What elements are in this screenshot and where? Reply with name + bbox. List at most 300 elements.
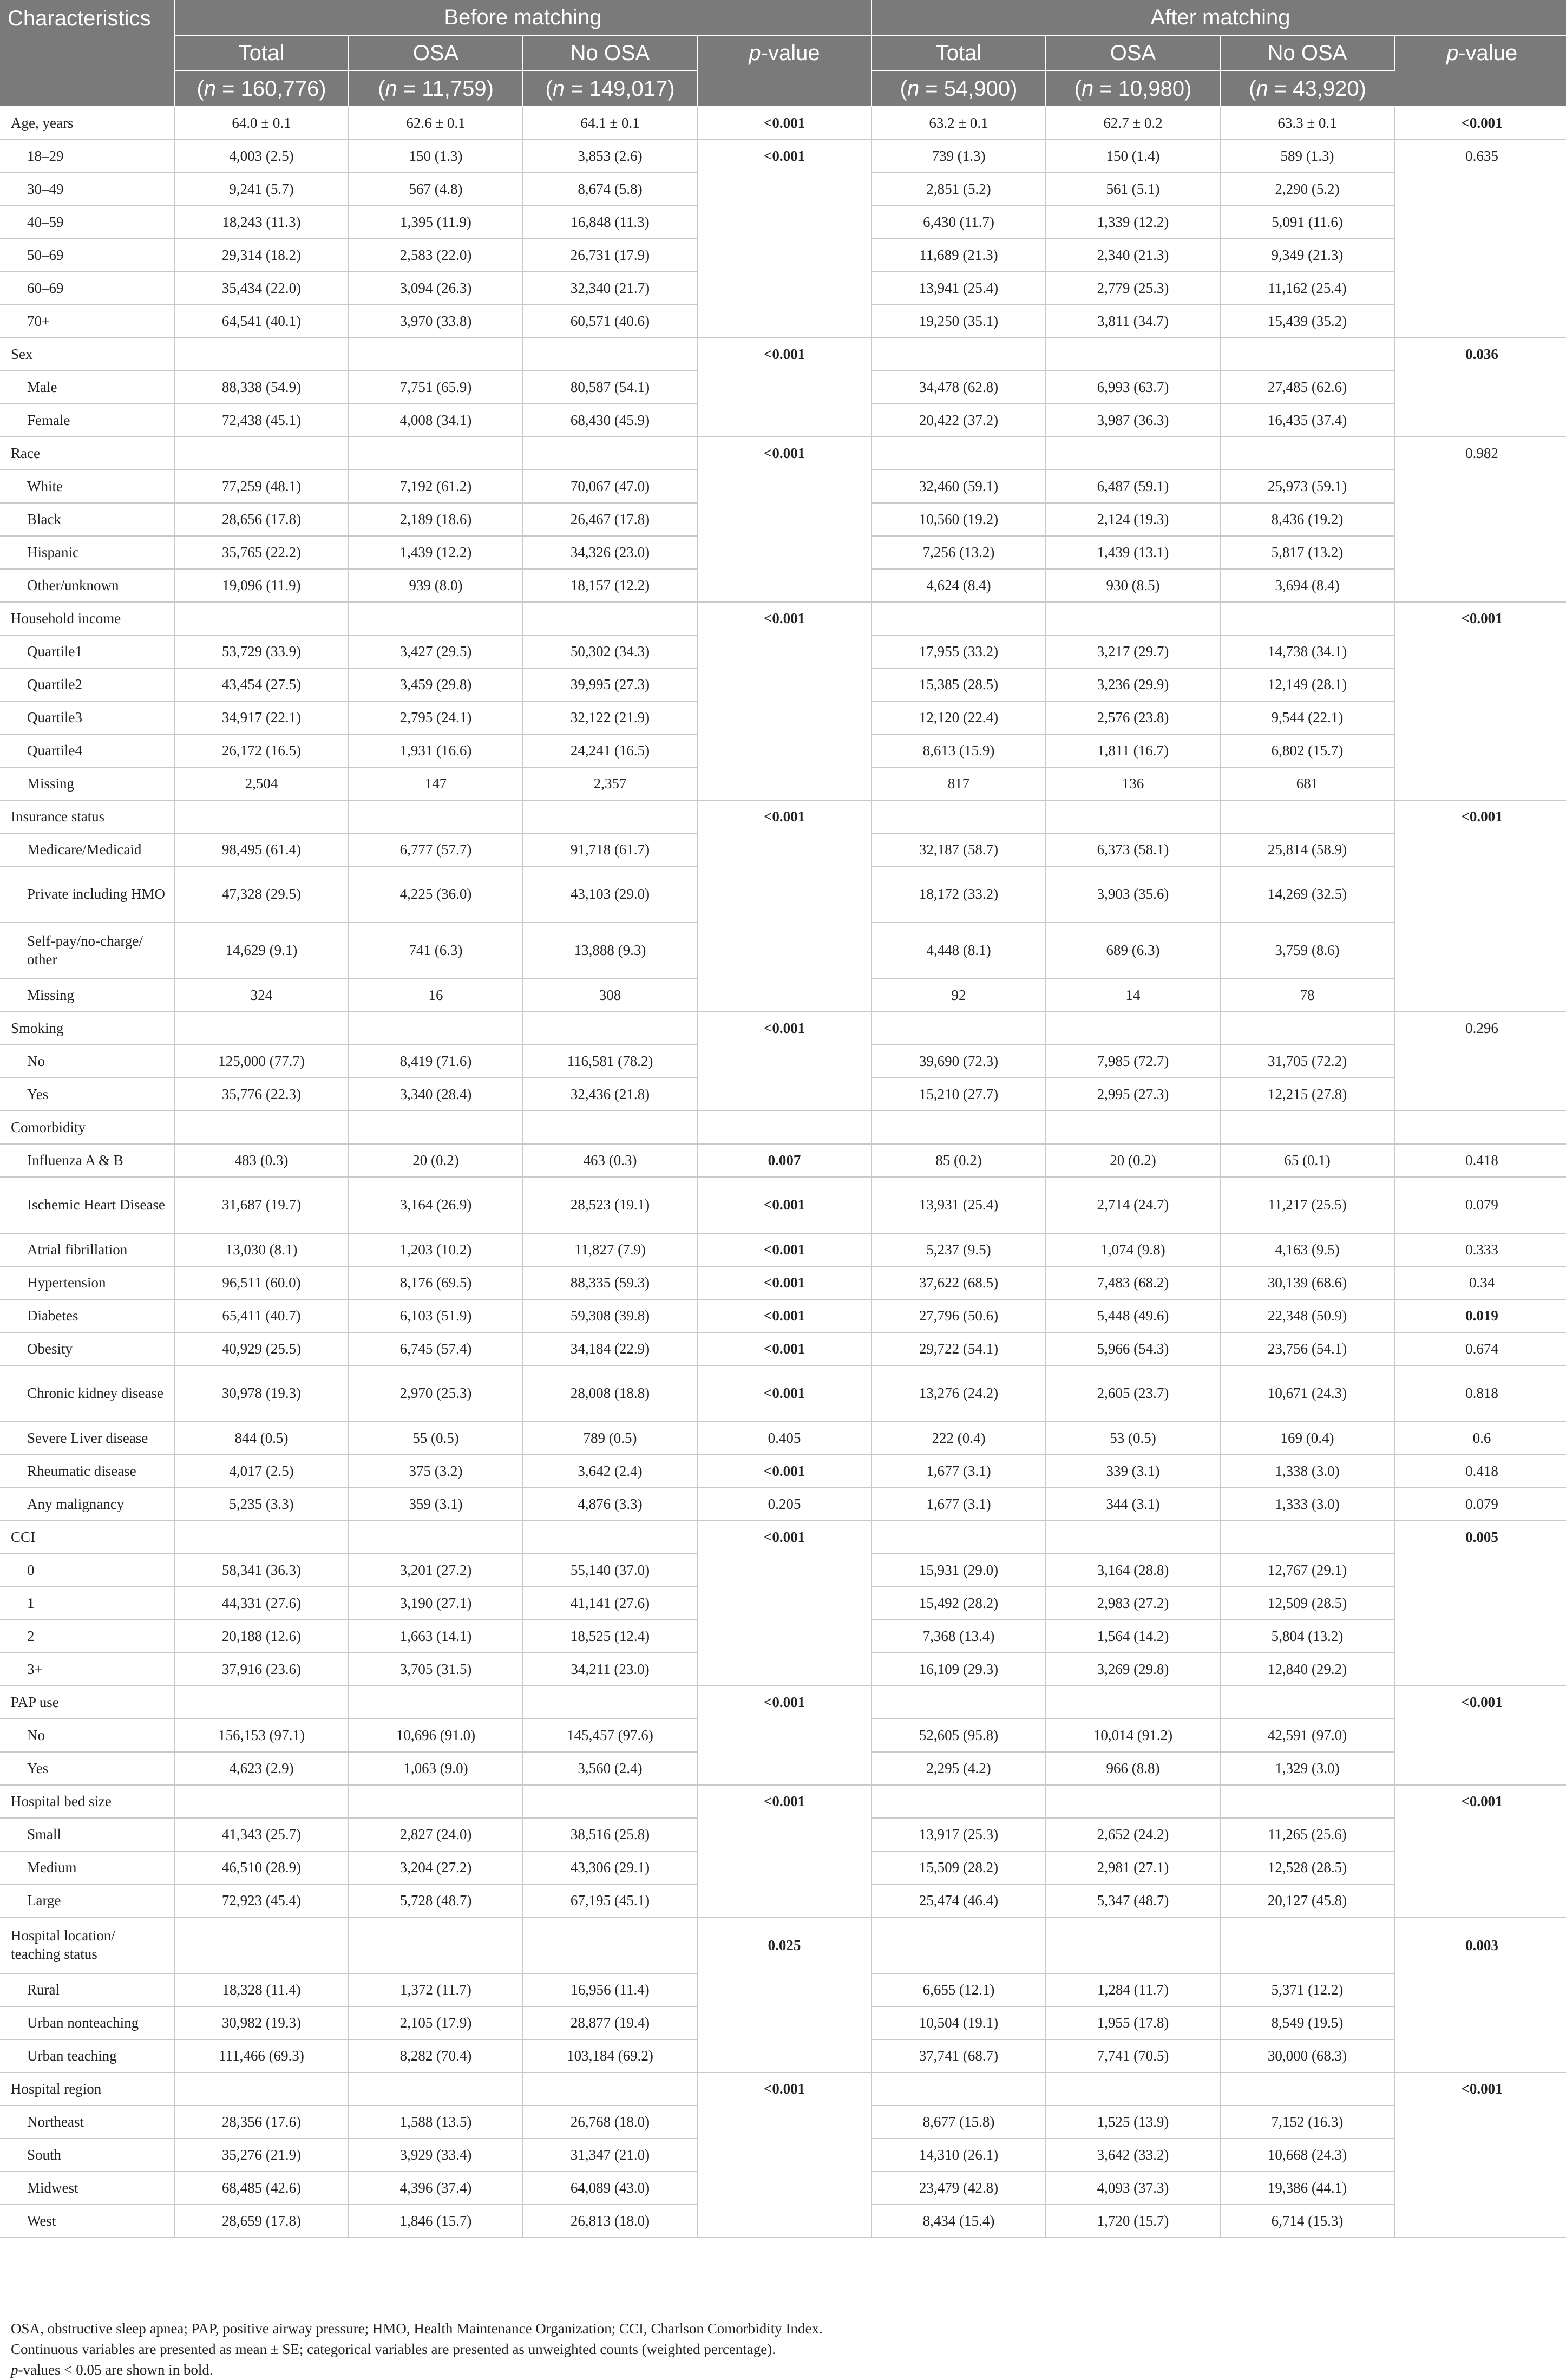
value-cell: 10,560 (19.2)	[872, 503, 1046, 536]
value-cell	[523, 2072, 697, 2106]
value-cell: 6,714 (15.3)	[1220, 2205, 1394, 2238]
table-row	[0, 1177, 1566, 1233]
table-row	[0, 2172, 1566, 2205]
header-n-after-no-osa: (n = 43,920)	[1220, 71, 1394, 107]
value-cell: 150 (1.4)	[1046, 140, 1220, 173]
p-value-cell	[697, 1045, 872, 1078]
value-cell: 3,204 (27.2)	[349, 1851, 523, 1884]
value-cell: 6,430 (11.7)	[872, 206, 1046, 239]
p-value-cell: <0.001	[1461, 610, 1503, 627]
p-value-cell	[697, 2106, 872, 2139]
row-label: Sex	[0, 338, 174, 371]
header-after-osa: OSA	[1046, 35, 1220, 71]
p-value-cell: <0.001	[697, 437, 872, 470]
value-cell	[523, 602, 697, 635]
row-label: West	[0, 2205, 174, 2238]
value-cell: 116,581 (78.2)	[523, 1045, 697, 1078]
value-cell: 7,368 (13.4)	[872, 1620, 1046, 1653]
value-cell: 561 (5.1)	[1046, 173, 1220, 206]
p-value-cell: 0.418	[1394, 1144, 1566, 1177]
value-cell: 463 (0.3)	[523, 1144, 697, 1177]
value-cell: 136	[1046, 767, 1220, 800]
row-label: Influenza A & B	[0, 1144, 174, 1177]
value-cell: 43,103 (29.0)	[523, 866, 697, 923]
value-cell: 20,188 (12.6)	[174, 1620, 349, 1653]
value-cell: 31,347 (21.0)	[523, 2139, 697, 2172]
value-cell: 4,225 (36.0)	[349, 866, 523, 923]
value-cell: 9,349 (21.3)	[1220, 239, 1394, 272]
row-label: No	[0, 1045, 174, 1078]
value-cell	[523, 1686, 697, 1719]
p-value-cell	[697, 635, 872, 668]
p-value-cell	[1394, 569, 1566, 602]
p-value-cell	[697, 371, 872, 404]
value-cell: 29,722 (54.1)	[872, 1332, 1046, 1365]
value-cell: 10,696 (91.0)	[349, 1719, 523, 1752]
value-cell	[349, 1785, 523, 1818]
value-cell: 23,479 (42.8)	[872, 2172, 1046, 2205]
value-cell: 1,329 (3.0)	[1220, 1752, 1394, 1785]
value-cell: 46,510 (28.9)	[174, 1851, 349, 1884]
value-cell: 375 (3.2)	[349, 1455, 523, 1488]
p-value-cell: 0.333	[1394, 1233, 1566, 1266]
table-row	[0, 1144, 1566, 1177]
p-value-cell	[697, 470, 872, 503]
p-value-cell	[697, 569, 872, 602]
table-row	[0, 140, 1566, 173]
value-cell: 681	[1220, 767, 1394, 800]
p-value-cell: 0.635	[1465, 148, 1498, 165]
row-label: Household income	[0, 602, 174, 635]
value-cell: 15,931 (29.0)	[872, 1554, 1046, 1587]
value-cell	[174, 800, 349, 833]
value-cell	[349, 1012, 523, 1045]
value-cell: 2,340 (21.3)	[1046, 239, 1220, 272]
p-value-cell	[697, 2205, 872, 2238]
value-cell: 5,728 (48.7)	[349, 1884, 523, 1917]
value-cell: 41,141 (27.6)	[523, 1587, 697, 1620]
p-value-cell	[1394, 1719, 1566, 1752]
row-label: Male	[0, 371, 174, 404]
row-label: Private including HMO	[0, 866, 174, 923]
header-n-after-total: (n = 54,900)	[872, 71, 1046, 107]
value-cell: 63.2 ± 0.1	[872, 107, 1046, 140]
value-cell: 70,067 (47.0)	[523, 470, 697, 503]
value-cell: 1,846 (15.7)	[349, 2205, 523, 2238]
value-cell	[872, 1111, 1046, 1144]
value-cell: 85 (0.2)	[872, 1144, 1046, 1177]
row-label: Self-pay/no-charge/ other	[0, 923, 174, 979]
value-cell: 4,017 (2.5)	[174, 1455, 349, 1488]
value-cell: 26,172 (16.5)	[174, 734, 349, 767]
value-cell: 8,549 (19.5)	[1220, 2006, 1394, 2039]
value-cell: 1,564 (14.2)	[1046, 1620, 1220, 1653]
value-cell: 1,931 (16.6)	[349, 734, 523, 767]
value-cell: 34,184 (22.9)	[523, 1332, 697, 1365]
value-cell	[349, 437, 523, 470]
value-cell	[872, 2072, 1046, 2106]
row-label: Obesity	[0, 1332, 174, 1365]
table-row	[0, 1078, 1566, 1111]
value-cell: 42,591 (97.0)	[1220, 1719, 1394, 1752]
value-cell: 308	[523, 979, 697, 1012]
table-row	[0, 536, 1566, 569]
table-header	[0, 0, 1566, 107]
p-value-cell: <0.001	[1394, 107, 1566, 140]
value-cell: 3,560 (2.4)	[523, 1752, 697, 1785]
value-cell	[349, 2072, 523, 2106]
value-cell: 8,434 (15.4)	[872, 2205, 1046, 2238]
table-row	[0, 923, 1566, 979]
value-cell: 16,109 (29.3)	[872, 1653, 1046, 1686]
p-value-cell: <0.001	[697, 800, 872, 833]
header-after-no-osa: No OSA	[1220, 35, 1394, 71]
value-cell: 30,000 (68.3)	[1220, 2039, 1394, 2072]
p-value-cell	[1394, 979, 1566, 1012]
value-cell: 31,687 (19.7)	[174, 1177, 349, 1233]
p-value-cell: 0.005	[1465, 1529, 1498, 1546]
p-value-cell: 0.079	[1394, 1177, 1566, 1233]
value-cell	[872, 1785, 1046, 1818]
row-label: Ischemic Heart Disease	[0, 1177, 174, 1233]
row-label: Hypertension	[0, 1266, 174, 1299]
value-cell: 4,163 (9.5)	[1220, 1233, 1394, 1266]
value-cell: 3,694 (8.4)	[1220, 569, 1394, 602]
value-cell: 14,310 (26.1)	[872, 2139, 1046, 2172]
value-cell: 8,674 (5.8)	[523, 173, 697, 206]
value-cell: 31,705 (72.2)	[1220, 1045, 1394, 1078]
value-cell: 30,978 (19.3)	[174, 1365, 349, 1422]
value-cell: 12,120 (22.4)	[872, 701, 1046, 734]
p-value-cell: 0.674	[1394, 1332, 1566, 1365]
value-cell: 1,372 (11.7)	[349, 1973, 523, 2006]
p-value-cell: <0.001	[697, 1521, 872, 1554]
value-cell: 18,243 (11.3)	[174, 206, 349, 239]
table-row	[0, 272, 1566, 305]
value-cell	[1220, 1785, 1394, 1818]
p-value-cell	[697, 536, 872, 569]
header-n-before-no-osa: (n = 149,017)	[523, 71, 697, 107]
value-cell: 12,509 (28.5)	[1220, 1587, 1394, 1620]
value-cell: 38,516 (25.8)	[523, 1818, 697, 1851]
value-cell: 4,093 (37.3)	[1046, 2172, 1220, 2205]
p-value-cell	[697, 767, 872, 800]
value-cell: 88,335 (59.3)	[523, 1266, 697, 1299]
row-label: Black	[0, 503, 174, 536]
value-cell: 1,395 (11.9)	[349, 206, 523, 239]
value-cell	[349, 338, 523, 371]
p-value-cell: <0.001	[1461, 808, 1503, 825]
value-cell: 169 (0.4)	[1220, 1422, 1394, 1455]
value-cell: 2,714 (24.7)	[1046, 1177, 1220, 1233]
value-cell: 1,677 (3.1)	[872, 1488, 1046, 1521]
table-row	[0, 173, 1566, 206]
value-cell: 2,652 (24.2)	[1046, 1818, 1220, 1851]
value-cell	[1220, 1111, 1394, 1144]
p-value-cell: <0.001	[697, 1785, 872, 1818]
p-value-cell: <0.001	[697, 1365, 872, 1422]
header-after-total: Total	[872, 35, 1046, 71]
row-label: Missing	[0, 979, 174, 1012]
table-row	[0, 635, 1566, 668]
value-cell: 60,571 (40.6)	[523, 305, 697, 338]
value-cell: 12,840 (29.2)	[1220, 1653, 1394, 1686]
value-cell: 64,089 (43.0)	[523, 2172, 697, 2205]
value-cell: 63.3 ± 0.1	[1220, 107, 1394, 140]
value-cell: 6,487 (59.1)	[1046, 470, 1220, 503]
value-cell: 92	[872, 979, 1046, 1012]
value-cell: 4,448 (8.1)	[872, 923, 1046, 979]
value-cell: 3,217 (29.7)	[1046, 635, 1220, 668]
p-value-cell	[697, 866, 872, 923]
table-row	[0, 569, 1566, 602]
value-cell: 6,655 (12.1)	[872, 1973, 1046, 2006]
value-cell: 1,063 (9.0)	[349, 1752, 523, 1785]
table-row	[0, 979, 1566, 1012]
value-cell: 26,813 (18.0)	[523, 2205, 697, 2238]
table-row	[0, 1752, 1566, 1785]
value-cell	[1220, 437, 1394, 470]
value-cell: 3,642 (2.4)	[523, 1455, 697, 1488]
p-value-cell: 0.019	[1394, 1299, 1566, 1332]
value-cell: 96,511 (60.0)	[174, 1266, 349, 1299]
value-cell: 23,756 (54.1)	[1220, 1332, 1394, 1365]
p-value-cell	[697, 272, 872, 305]
value-cell: 12,528 (28.5)	[1220, 1851, 1394, 1884]
p-value-cell	[697, 923, 872, 979]
value-cell: 16	[349, 979, 523, 1012]
p-value-cell: 0.6	[1394, 1422, 1566, 1455]
value-cell: 844 (0.5)	[174, 1422, 349, 1455]
value-cell: 16,435 (37.4)	[1220, 404, 1394, 437]
header-characteristics: Characteristics	[0, 0, 174, 107]
value-cell: 15,439 (35.2)	[1220, 305, 1394, 338]
value-cell: 5,347 (48.7)	[1046, 1884, 1220, 1917]
value-cell	[872, 338, 1046, 371]
p-value-cell: 0.036	[1465, 346, 1498, 363]
value-cell: 2,779 (25.3)	[1046, 272, 1220, 305]
value-cell	[523, 1111, 697, 1144]
row-label: 2	[0, 1620, 174, 1653]
p-value-cell: 0.982	[1465, 445, 1498, 462]
value-cell	[1220, 1917, 1394, 1973]
value-cell: 1,720 (15.7)	[1046, 2205, 1220, 2238]
value-cell: 12,149 (28.1)	[1220, 668, 1394, 701]
row-label: Chronic kidney disease	[0, 1365, 174, 1422]
value-cell: 111,466 (69.3)	[174, 2039, 349, 2072]
row-label: Atrial fibrillation	[0, 1233, 174, 1266]
p-value-cell: 0.079	[1394, 1488, 1566, 1521]
value-cell: 8,419 (71.6)	[349, 1045, 523, 1078]
row-label: 50–69	[0, 239, 174, 272]
row-label: Race	[0, 437, 174, 470]
value-cell: 32,187 (58.7)	[872, 833, 1046, 866]
table-group-row	[0, 1521, 1566, 1554]
value-cell: 4,624 (8.4)	[872, 569, 1046, 602]
value-cell	[872, 1521, 1046, 1554]
value-cell: 13,888 (9.3)	[523, 923, 697, 979]
value-cell: 567 (4.8)	[349, 173, 523, 206]
value-cell	[872, 1917, 1046, 1973]
row-label: 60–69	[0, 272, 174, 305]
value-cell: 28,523 (19.1)	[523, 1177, 697, 1233]
p-value-cell	[1394, 1884, 1566, 1917]
value-cell: 2,124 (19.3)	[1046, 503, 1220, 536]
row-label: Large	[0, 1884, 174, 1917]
value-cell: 6,103 (51.9)	[349, 1299, 523, 1332]
value-cell: 1,811 (16.7)	[1046, 734, 1220, 767]
p-value-cell: 0.296	[1465, 1020, 1498, 1037]
value-cell: 5,448 (49.6)	[1046, 1299, 1220, 1332]
p-value-cell: <0.001	[697, 107, 872, 140]
value-cell	[523, 800, 697, 833]
value-cell: 58,341 (36.3)	[174, 1554, 349, 1587]
value-cell: 9,544 (22.1)	[1220, 701, 1394, 734]
value-cell: 12,215 (27.8)	[1220, 1078, 1394, 1111]
value-cell: 15,492 (28.2)	[872, 1587, 1046, 1620]
p-value-cell: 0.818	[1394, 1365, 1566, 1422]
value-cell: 2,827 (24.0)	[349, 1818, 523, 1851]
row-label: Yes	[0, 1752, 174, 1785]
value-cell: 2,504	[174, 767, 349, 800]
table-row	[0, 1554, 1566, 1587]
value-cell: 344 (3.1)	[1046, 1488, 1220, 1521]
table-row	[0, 1422, 1566, 1455]
value-cell: 8,176 (69.5)	[349, 1266, 523, 1299]
p-value-cell	[1394, 173, 1566, 206]
row-label: Midwest	[0, 2172, 174, 2205]
p-value-cell	[697, 2039, 872, 2072]
p-value-cell	[697, 404, 872, 437]
p-value-cell	[697, 206, 872, 239]
table-row	[0, 503, 1566, 536]
value-cell: 20,127 (45.8)	[1220, 1884, 1394, 1917]
row-label: 40–59	[0, 206, 174, 239]
table-row	[0, 2205, 1566, 2238]
table-row	[0, 2006, 1566, 2039]
value-cell: 30,982 (19.3)	[174, 2006, 349, 2039]
p-value-cell	[697, 2006, 872, 2039]
table-row	[0, 305, 1566, 338]
row-label: 1	[0, 1587, 174, 1620]
value-cell: 50,302 (34.3)	[523, 635, 697, 668]
value-cell: 2,851 (5.2)	[872, 173, 1046, 206]
value-cell: 3,929 (33.4)	[349, 2139, 523, 2172]
footnote-presentation: Continuous variables are presented as mean ± SE; categorical variables are presented as unweighted counts (weighted percentage).	[11, 2341, 776, 2357]
value-cell: 324	[174, 979, 349, 1012]
value-cell: 52,605 (95.8)	[872, 1719, 1046, 1752]
table-row	[0, 734, 1566, 767]
value-cell: 22,348 (50.9)	[1220, 1299, 1394, 1332]
p-value-cell	[1394, 1554, 1566, 1587]
value-cell: 6,993 (63.7)	[1046, 371, 1220, 404]
value-cell: 18,525 (12.4)	[523, 1620, 697, 1653]
value-cell: 68,430 (45.9)	[523, 404, 697, 437]
value-cell: 741 (6.3)	[349, 923, 523, 979]
value-cell	[1046, 1785, 1220, 1818]
value-cell: 939 (8.0)	[349, 569, 523, 602]
value-cell	[349, 1111, 523, 1144]
value-cell: 7,751 (65.9)	[349, 371, 523, 404]
table-row	[0, 206, 1566, 239]
value-cell: 19,386 (44.1)	[1220, 2172, 1394, 2205]
row-label: Northeast	[0, 2106, 174, 2139]
p-value-cell	[697, 1884, 872, 1917]
row-label: Urban nonteaching	[0, 2006, 174, 2039]
value-cell: 8,613 (15.9)	[872, 734, 1046, 767]
p-value-cell	[697, 979, 872, 1012]
p-value-cell	[1394, 503, 1566, 536]
table-row	[0, 1455, 1566, 1488]
value-cell: 1,588 (13.5)	[349, 2106, 523, 2139]
table-group-row	[0, 1917, 1566, 1973]
p-value-cell	[1394, 1818, 1566, 1851]
value-cell: 11,689 (21.3)	[872, 239, 1046, 272]
p-value-cell: <0.001	[1461, 1793, 1503, 1810]
header-n-after-osa: (n = 10,980)	[1046, 71, 1220, 107]
p-value-cell: <0.001	[1461, 2081, 1503, 2097]
p-value-cell: <0.001	[697, 1332, 872, 1365]
value-cell: 3,853 (2.6)	[523, 140, 697, 173]
value-cell: 20 (0.2)	[349, 1144, 523, 1177]
p-value-cell	[1394, 734, 1566, 767]
p-value-cell: <0.001	[697, 602, 872, 635]
value-cell: 15,385 (28.5)	[872, 668, 1046, 701]
table-row	[0, 1653, 1566, 1686]
value-cell: 4,008 (34.1)	[349, 404, 523, 437]
value-cell: 6,777 (57.7)	[349, 833, 523, 866]
value-cell: 18,157 (12.2)	[523, 569, 697, 602]
value-cell: 817	[872, 767, 1046, 800]
table-group-row	[0, 107, 1566, 140]
value-cell: 2,290 (5.2)	[1220, 173, 1394, 206]
value-cell: 34,478 (62.8)	[872, 371, 1046, 404]
table-row	[0, 833, 1566, 866]
p-value-cell	[1394, 2205, 1566, 2238]
value-cell: 483 (0.3)	[174, 1144, 349, 1177]
p-value-cell	[1394, 2172, 1566, 2205]
table-row	[0, 1299, 1566, 1332]
value-cell: 222 (0.4)	[872, 1422, 1046, 1455]
value-cell: 13,276 (24.2)	[872, 1365, 1046, 1422]
value-cell: 47,328 (29.5)	[174, 866, 349, 923]
value-cell	[349, 602, 523, 635]
table-row	[0, 1233, 1566, 1266]
table-row	[0, 371, 1566, 404]
value-cell: 1,439 (12.2)	[349, 536, 523, 569]
value-cell: 88,338 (54.9)	[174, 371, 349, 404]
value-cell: 13,917 (25.3)	[872, 1818, 1046, 1851]
table-row	[0, 1973, 1566, 2006]
p-value-cell: <0.001	[697, 2072, 872, 2106]
row-label: 30–49	[0, 173, 174, 206]
value-cell: 689 (6.3)	[1046, 923, 1220, 979]
value-cell: 20,422 (37.2)	[872, 404, 1046, 437]
table-row	[0, 2139, 1566, 2172]
value-cell: 35,765 (22.2)	[174, 536, 349, 569]
p-value-cell	[697, 668, 872, 701]
table-row	[0, 1587, 1566, 1620]
value-cell: 14,629 (9.1)	[174, 923, 349, 979]
value-cell	[872, 602, 1046, 635]
value-cell: 3,970 (33.8)	[349, 305, 523, 338]
row-label: 3+	[0, 1653, 174, 1686]
value-cell: 26,768 (18.0)	[523, 2106, 697, 2139]
value-cell	[174, 1917, 349, 1973]
value-cell: 24,241 (16.5)	[523, 734, 697, 767]
row-label: Urban teaching	[0, 2039, 174, 2072]
value-cell: 739 (1.3)	[872, 140, 1046, 173]
